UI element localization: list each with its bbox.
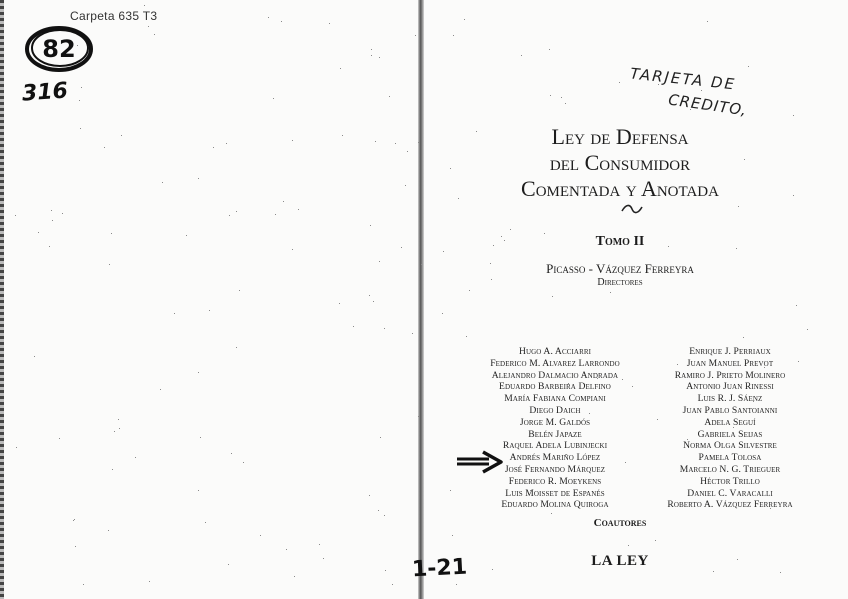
coauthor-name: Héctor Trillo [700,475,760,487]
scan-speck [384,328,385,329]
scan-speck [148,26,149,27]
scan-speck [380,437,381,438]
scan-speck [385,570,386,571]
book-spine [418,0,424,599]
scan-speck [268,17,269,18]
scan-speck [780,572,781,573]
scan-speck [198,178,199,179]
scan-speck [619,82,620,83]
scan-speck [236,211,237,212]
handwritten-page-number: 1-21 [411,554,468,583]
coauthor-name: Belén Japaze [528,428,582,440]
coauthor-name: Norma Olga Silvestre [683,440,777,452]
coauthor-name: Luis R. J. Sáenz [697,393,763,405]
scan-speck [395,143,396,144]
scan-speck [736,248,737,249]
coauthor-name: Antonio Juan Rinessi [686,381,774,393]
coauthor-name: Jorge M. Galdós [519,416,591,428]
scan-speck [493,245,494,246]
scan-speck [154,34,155,35]
scan-speck [52,220,53,221]
coauthor-name: Daniel C. Varacalli [687,487,773,499]
coauthor-name: Ramiro J. Prieto Molinero [674,369,786,381]
scan-speck [415,35,416,36]
scan-speck [121,135,122,136]
scan-speck [744,159,745,160]
scan-speck [34,356,35,357]
scan-speck [340,68,341,69]
book-title [500,124,740,202]
coauthor-name: Raquel Adela Lubinjecki [502,440,608,452]
scan-speck [384,515,385,516]
scan-speck [369,495,370,496]
directors-names: Picasso - Vázquez Ferreyra [546,261,694,276]
ornament-icon [620,202,644,216]
scan-speck [228,564,229,565]
scan-speck [490,263,491,264]
scan-speck [418,416,419,417]
scan-speck [281,21,282,22]
scan-speck [412,333,413,334]
coauthor-name: Juan Manuel Prevot [686,357,774,369]
scan-speck [456,584,457,585]
coauthor-name: Eduardo Molina Quiroga [501,499,609,511]
scan-speck [15,215,16,216]
scan-speck [292,249,293,250]
scan-speck [329,23,330,24]
directors-block [520,262,720,290]
scan-speck [319,544,320,545]
scan-speck [551,513,552,514]
publisher-name: LA LEY [591,553,649,569]
scan-speck [298,209,299,210]
scan-speck [389,96,390,97]
scan-speck [74,519,75,520]
coauthor-name: Adela Seguí [704,416,756,428]
scan-speck [16,447,17,448]
scan-speck [108,530,109,531]
scan-speck [796,305,797,306]
scan-speck [198,372,199,373]
scan-speck [83,584,84,585]
scan-speck [112,469,113,470]
scan-speck [501,236,502,237]
scan-speck [375,141,376,142]
coauthors-label: Coautores [593,517,647,529]
scan-speck [371,55,372,56]
coauthors-right-column [650,346,810,511]
scan-speck [737,559,738,560]
coauthor-name: Pamela Tolosa [698,452,762,464]
coauthor-name: Gabriela Seijas [697,428,763,440]
scan-speck [628,545,629,546]
scan-speck [550,95,551,96]
scan-speck [713,571,714,572]
scan-speck [213,147,214,148]
scan-speck [209,310,210,311]
scan-speck [370,225,371,226]
title-line: del Consumidor [549,150,691,175]
handwritten-note-line1: TARJETA DE [629,64,737,94]
scan-speck [491,279,492,280]
scan-speck [369,295,370,296]
coauthor-name: Marcelo N. G. Trieguer [679,463,781,475]
scan-speck [544,233,545,234]
scan-speck [443,251,444,252]
scan-speck [51,210,52,211]
coauthor-name: Roberto A. Vázquez Ferreyra [667,499,793,511]
scan-speck [81,87,82,88]
scan-speck [453,35,454,36]
scan-speck [243,462,244,463]
scan-speck [38,232,39,233]
scan-speck [401,247,402,248]
title-line: Comentada y Anotada [521,176,719,201]
scan-speck [73,520,74,521]
scan-speck [549,49,550,50]
coauthor-name: María Fabiana Compiani [504,393,606,405]
scan-speck [738,206,739,207]
coauthor-name: Hugo A. Acciarri [518,346,592,357]
scan-speck [373,301,374,302]
handwritten-note-line2: CREDITO, [667,90,749,120]
scan-speck [748,66,749,67]
scan-speck [610,292,611,293]
scan-speck [114,431,115,432]
scan-left-edge [0,0,4,599]
scan-speck [565,103,566,104]
scan-speck [407,151,408,152]
scan-speck [510,229,511,230]
scan-speck [476,131,477,132]
hand-drawn-arrow-icon [455,450,505,474]
scan-speck [149,581,150,582]
scan-speck [342,135,343,136]
circled-number-annotation [24,24,94,74]
coauthor-name: Alejandro Dalmacio Andrada [491,369,619,381]
scan-speck [236,347,237,348]
scan-speck [80,128,81,129]
scan-speck [292,140,293,141]
scan-speck [162,182,163,183]
scan-speck [450,490,451,491]
coauthor-name: Eduardo Barbeira Delfino [499,381,611,393]
scan-speck [286,549,287,550]
scan-speck [118,419,119,420]
scan-speck [458,198,459,199]
scan-speck [229,215,230,216]
scan-speck [421,264,422,265]
scan-speck [273,98,274,99]
scan-speck [552,296,553,297]
scan-speck [283,201,284,202]
scan-speck [378,510,379,511]
coauthor-name: Diego Daich [529,404,581,416]
scan-speck [111,233,112,234]
scan-speck [59,438,60,439]
scan-speck [492,569,493,570]
coauthor-name: Federico R. Moeykens [508,475,602,487]
scan-speck [200,437,201,438]
scan-speck [79,100,80,101]
scan-speck [49,246,50,247]
circled-number: 82 [42,35,76,63]
scan-speck [104,147,105,148]
scan-speck [294,576,295,577]
scan-speck [504,240,505,241]
scan-speck [260,535,261,536]
scan-speck [379,57,380,58]
scan-speck [371,49,372,50]
coauthors-left-column [470,346,640,511]
scan-speck [405,185,406,186]
scan-speck [239,290,240,291]
scan-speck [186,235,187,236]
scan-speck [418,142,419,143]
scan-speck [174,313,175,314]
coauthor-name: Enrique J. Perriaux [689,346,771,357]
handwritten-number: 316 [21,78,69,107]
scan-speck [62,213,63,214]
handwritten-note [629,64,790,130]
scan-speck [109,264,110,265]
scan-speck [226,143,227,144]
scan-speck [464,19,465,20]
scan-speck [144,5,145,6]
coauthor-name: Luis Moisset de Espanés [505,487,605,499]
scan-speck [135,457,136,458]
scan-speck [392,584,393,585]
scan-speck [452,535,453,536]
scan-speck [339,303,340,304]
scan-speck [275,214,276,215]
scan-speck [793,195,794,196]
scan-speck [231,453,232,454]
scan-speck [323,558,324,559]
scan-speck [793,115,794,116]
scan-speck [119,428,120,429]
coauthor-name: Federico M. Alvarez Larrondo [490,357,620,369]
scan-speck [655,540,656,541]
scan-speck [198,490,199,491]
title-line: Ley de Defensa [551,124,689,149]
scan-speck [466,336,467,337]
scan-speck [379,261,380,262]
scan-speck [807,329,808,330]
directors-role: Directores [597,277,643,288]
scan-speck [450,168,451,169]
scan-speck [442,313,443,314]
scan-speck [353,326,354,327]
scan-speck [469,290,470,291]
coauthor-name: Andrés Mariño López [509,452,601,464]
coauthor-name: Juan Pablo Santoianni [682,404,778,416]
folder-stamp: Carpeta 635 T3 [70,9,158,23]
scan-speck [205,522,206,523]
scan-speck [561,97,562,98]
scan-speck [707,21,708,22]
volume-label: Tomo II [595,234,645,249]
scan-speck [521,55,522,56]
coauthor-name: José Fernando Márquez [504,463,606,475]
scan-speck [160,389,161,390]
scan-speck [743,337,744,338]
scan-speck [75,546,76,547]
